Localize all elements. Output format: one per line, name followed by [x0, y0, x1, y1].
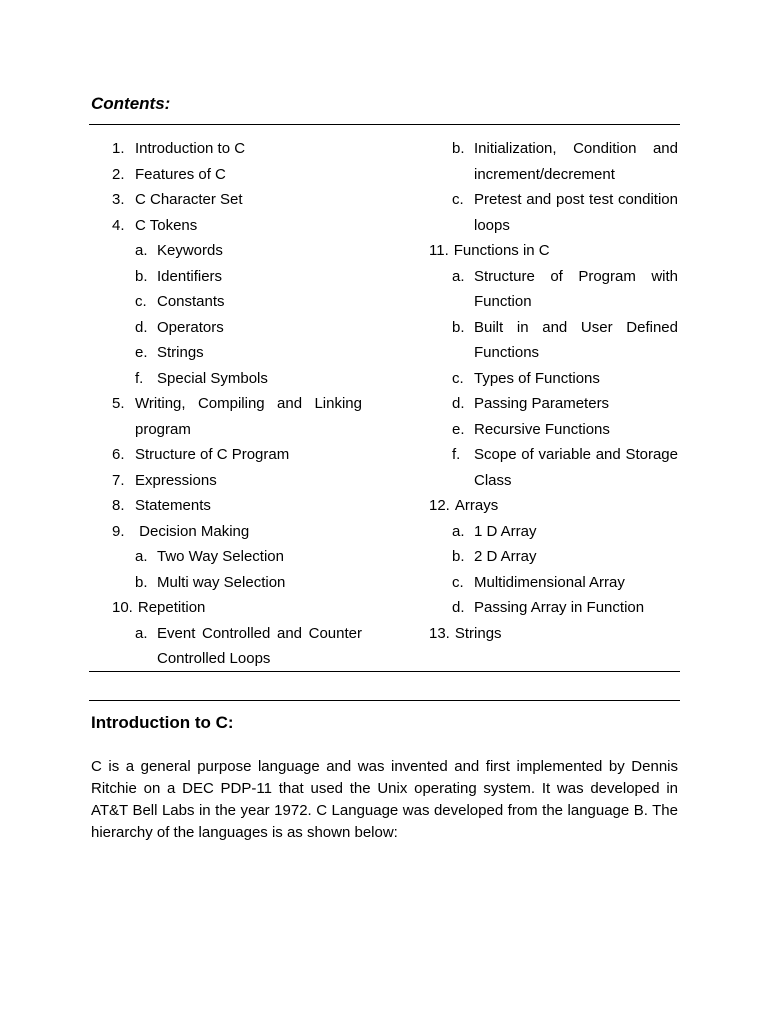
toc-item-label: Repetition [137, 599, 206, 616]
intro-heading: Introduction to C: [91, 713, 234, 732]
toc-item [112, 493, 362, 519]
toc-left-column [112, 136, 367, 672]
toc-item-number: 7. [112, 471, 125, 489]
toc-item-label: Decision Making [135, 522, 250, 540]
toc-item-label: Expressions [135, 471, 217, 489]
toc-subitem [112, 621, 367, 672]
toc-item-number: c. [452, 191, 464, 208]
toc-item-label: 2 D Array [474, 548, 537, 565]
toc-subitem [429, 315, 683, 366]
toc-right-column [429, 136, 683, 646]
toc-subitem [429, 519, 678, 545]
intro-paragraph: C is a general purpose language and was invented and first implemented by Dennis Ritchie on a DEC PDP-11 that used the Unix operating system. It was developed in AT&T Bell Labs in the year 1972. C Language was developed from the language B. The hierarchy of the languages is as shown below: [91, 758, 678, 841]
toc-item-label: Arrays [454, 497, 499, 514]
toc-item-number: b. [452, 548, 465, 565]
toc-item-number: 8. [112, 497, 125, 514]
toc-subitem [429, 544, 678, 570]
toc-item-number: f. [452, 446, 461, 463]
toc-item-number: 1. [112, 140, 125, 157]
toc-item-label: Features of C [135, 165, 226, 183]
toc-item-label: Structure of C Program [135, 446, 290, 463]
toc-subitem [112, 570, 362, 596]
toc-item-number: a. [452, 267, 465, 285]
toc-item-label: Operators [157, 318, 224, 336]
toc-item [112, 519, 362, 545]
toc-subitem [429, 187, 683, 238]
toc-item-number: 9. [112, 522, 125, 540]
contents-heading: Contents: [91, 94, 171, 113]
toc-item-number: d. [135, 318, 148, 336]
toc-item [429, 493, 678, 519]
toc-item [112, 442, 362, 468]
toc-item [429, 621, 678, 647]
toc-item-number: b. [135, 573, 148, 591]
toc-subitem [112, 315, 362, 341]
toc-item [112, 213, 362, 239]
toc-subitem [112, 544, 362, 570]
toc-subitem [429, 136, 683, 187]
toc-item-label: Two Way Selection [157, 548, 284, 565]
toc-item-label: Initialization, Condition and increment/decrement [474, 140, 683, 183]
toc-subitem [429, 570, 678, 596]
toc-item-number: a. [452, 522, 465, 540]
toc-subitem [112, 366, 362, 392]
toc-item-label: Strings [454, 624, 502, 642]
toc-item-number: d. [452, 599, 465, 616]
toc-item-number: a. [135, 242, 148, 259]
toc-item-number: d. [452, 395, 465, 412]
toc-item-number: a. [135, 624, 148, 642]
toc-item-number: b. [135, 267, 148, 285]
toc-subitem [112, 289, 362, 315]
toc-item-number: c. [135, 293, 147, 310]
toc-item-number: 10. [112, 599, 133, 616]
toc-item [112, 391, 367, 442]
toc-item-label: Passing Array in Function [474, 599, 645, 616]
toc-item-label: Built in and User Defined Functions [474, 318, 683, 361]
toc-item-number: f. [135, 369, 144, 387]
toc-item-label: Multidimensional Array [474, 573, 625, 591]
toc-item-label: Special Symbols [157, 369, 268, 387]
toc-subitem [429, 366, 678, 392]
toc-item-label: Strings [157, 344, 204, 361]
toc-item-label: Pretest and post test condition loops [474, 191, 683, 234]
toc-item-number: 5. [112, 395, 125, 412]
toc-item [112, 187, 362, 213]
toc-item-label: Structure of Program with Function [474, 267, 683, 310]
toc-item-label: Types of Functions [474, 369, 600, 387]
toc-item [429, 238, 678, 264]
toc-item-label: Constants [157, 293, 225, 310]
toc-item-label: Statements [135, 497, 211, 514]
contents-top-rule [89, 124, 680, 125]
toc-item-label: Introduction to C [135, 140, 246, 157]
contents-bottom-rule [89, 671, 680, 672]
toc-item-number: 6. [112, 446, 125, 463]
toc-subitem [429, 391, 678, 417]
toc-item-number: e. [135, 344, 148, 361]
toc-item-label: Multi way Selection [157, 573, 286, 591]
toc-subitem [429, 442, 683, 493]
toc-item-number: 13. [429, 624, 450, 642]
toc-item-number: c. [452, 573, 464, 591]
toc-item-number: a. [135, 548, 148, 565]
toc-item-label: Passing Parameters [474, 395, 610, 412]
toc-item-number: b. [452, 140, 465, 157]
toc-item-number: c. [452, 369, 464, 387]
toc-subitem [112, 238, 362, 264]
toc-item-number: 12. [429, 497, 450, 514]
toc-item-label: Keywords [157, 242, 223, 259]
toc-item-label: Recursive Functions [474, 420, 610, 438]
toc-item-label: C Tokens [135, 216, 198, 234]
toc-item-number: 3. [112, 191, 125, 208]
toc-item-label: 1 D Array [474, 522, 537, 540]
toc-item-label: Event Controlled and Counter Controlled Loops [157, 624, 367, 667]
toc-item-label: Writing, Compiling and Linking program [135, 395, 367, 438]
toc-item-label: Scope of variable and Storage Class [474, 446, 683, 489]
toc-item-number: 2. [112, 165, 125, 183]
toc-subitem [429, 417, 678, 443]
toc-item [112, 468, 362, 494]
toc-item-number: 11. [429, 242, 449, 259]
toc-item [112, 595, 362, 621]
toc-item-number: 4. [112, 216, 125, 234]
toc-item-label: C Character Set [135, 191, 243, 208]
toc-item-label: Functions in C [453, 242, 550, 259]
toc-subitem [429, 264, 683, 315]
toc-subitem [112, 340, 362, 366]
toc-item-number: e. [452, 420, 465, 438]
toc-subitem [112, 264, 362, 290]
toc-subitem [429, 595, 678, 621]
toc-item-label: Identifiers [157, 267, 223, 285]
toc-item [112, 162, 362, 188]
toc-item [112, 136, 362, 162]
toc-item-number: b. [452, 318, 465, 336]
section-divider-rule [89, 700, 680, 701]
